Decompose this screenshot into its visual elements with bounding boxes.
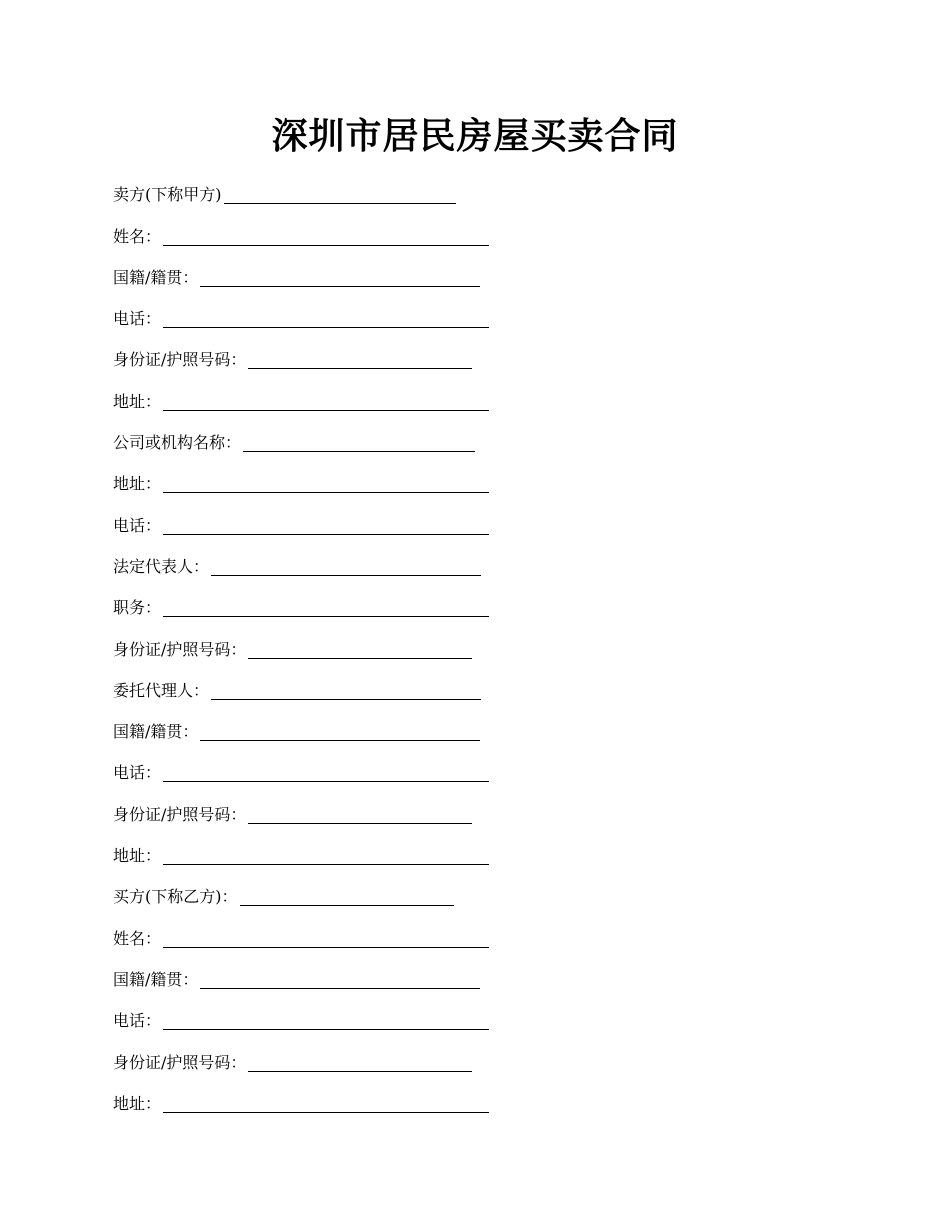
blank-line[interactable]: [200, 726, 480, 741]
field-row-seller-phone: [113, 300, 533, 341]
blank-line[interactable]: [163, 1098, 489, 1113]
blank-line[interactable]: [240, 891, 454, 906]
field-row-buyer-address: [113, 1085, 533, 1126]
field-row-agent: [113, 672, 533, 713]
field-label: 地址：: [113, 1093, 162, 1113]
field-row-agent-phone: [113, 754, 533, 795]
field-row-seller: [113, 176, 533, 217]
field-row-company-address: [113, 465, 533, 506]
field-label: 电话：: [113, 763, 162, 783]
blank-line[interactable]: [200, 974, 480, 989]
field-label: 职务：: [113, 598, 162, 618]
field-label: 买方(下称乙方)：: [113, 887, 238, 907]
field-label: 公司或机构名称：: [113, 433, 242, 453]
contract-fields: [113, 176, 533, 1126]
field-label: 法定代表人：: [113, 556, 210, 576]
field-row-legal-rep-id: [113, 630, 533, 671]
field-row-position: [113, 589, 533, 630]
field-label: 姓名：: [113, 226, 162, 246]
blank-line[interactable]: [163, 1015, 489, 1030]
field-label: 电话：: [113, 1011, 162, 1031]
field-label: 身份证/护照号码：: [113, 639, 247, 659]
blank-line[interactable]: [224, 189, 456, 204]
field-label: 国籍/籍贯：: [113, 969, 199, 989]
field-label: 国籍/籍贯：: [113, 267, 199, 287]
blank-line[interactable]: [211, 685, 481, 700]
blank-line[interactable]: [248, 1057, 472, 1072]
blank-line[interactable]: [200, 272, 480, 287]
field-label: 电话：: [113, 515, 162, 535]
field-row-agent-address: [113, 837, 533, 878]
field-row-company-name: [113, 424, 533, 465]
blank-line[interactable]: [211, 561, 481, 576]
field-label: 身份证/护照号码：: [113, 1052, 247, 1072]
blank-line[interactable]: [163, 313, 489, 328]
field-label: 身份证/护照号码：: [113, 350, 247, 370]
blank-line[interactable]: [163, 933, 489, 948]
blank-line[interactable]: [248, 809, 472, 824]
page-title: 深圳市居民房屋买卖合同: [271, 115, 679, 157]
field-label: 姓名：: [113, 928, 162, 948]
field-label: 电话：: [113, 309, 162, 329]
field-row-agent-nationality: [113, 713, 533, 754]
field-row-company-phone: [113, 506, 533, 547]
blank-line[interactable]: [248, 644, 472, 659]
field-label: 国籍/籍贯：: [113, 722, 199, 742]
field-row-buyer-phone: [113, 1002, 533, 1043]
field-row-agent-id: [113, 795, 533, 836]
blank-line[interactable]: [163, 602, 489, 617]
blank-line[interactable]: [248, 354, 472, 369]
blank-line[interactable]: [163, 767, 489, 782]
blank-line[interactable]: [163, 478, 489, 493]
blank-line[interactable]: [163, 850, 489, 865]
field-row-seller-id: [113, 341, 533, 382]
field-row-buyer-id: [113, 1043, 533, 1084]
field-row-buyer-nationality: [113, 961, 533, 1002]
field-label: 委托代理人：: [113, 680, 210, 700]
field-row-seller-nationality: [113, 259, 533, 300]
blank-line[interactable]: [243, 437, 475, 452]
field-row-seller-name: [113, 217, 533, 258]
field-label: 身份证/护照号码：: [113, 804, 247, 824]
field-row-buyer: [113, 878, 533, 919]
field-row-buyer-name: [113, 919, 533, 960]
field-label: 卖方(下称甲方): [113, 185, 222, 205]
field-label: 地址：: [113, 391, 162, 411]
field-label: 地址：: [113, 846, 162, 866]
field-row-legal-rep: [113, 548, 533, 589]
field-row-seller-address: [113, 382, 533, 423]
blank-line[interactable]: [163, 231, 489, 246]
blank-line[interactable]: [163, 396, 489, 411]
field-label: 地址：: [113, 474, 162, 494]
blank-line[interactable]: [163, 520, 489, 535]
